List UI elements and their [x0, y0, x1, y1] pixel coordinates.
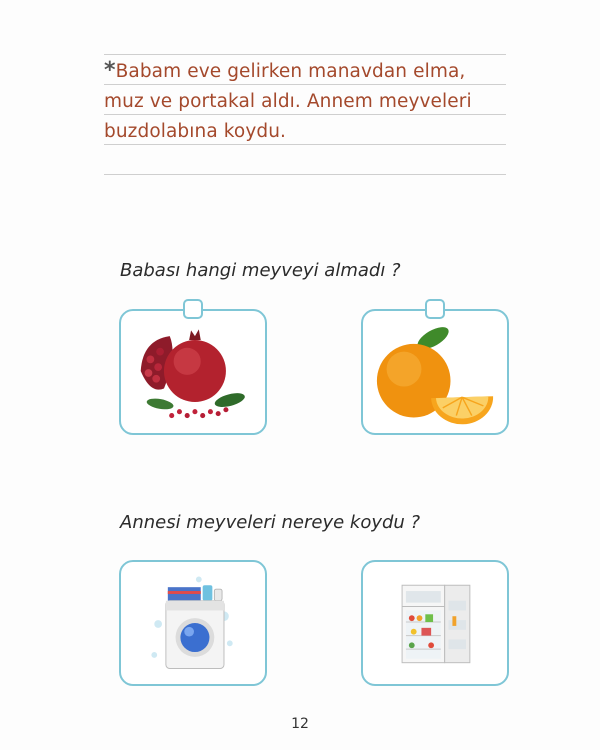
passage-line-3: buzdolabına koydu.	[104, 121, 287, 142]
option-card-orange[interactable]	[361, 309, 509, 435]
option-card-washing-machine[interactable]	[119, 560, 267, 686]
question-2: Annesi meyveleri nereye koydu ?	[120, 512, 421, 533]
option-card-refrigerator[interactable]	[361, 560, 509, 686]
page-number: 12	[291, 716, 309, 732]
pomegranate-icon	[121, 311, 265, 433]
washing-machine-icon	[121, 562, 265, 684]
orange-icon	[363, 311, 507, 433]
question-1: Babası hangi meyveyi almadı ?	[120, 260, 401, 281]
passage-line-2: muz ve portakal aldı. Annem meyveleri	[104, 91, 472, 112]
asterisk-marker: *	[104, 58, 116, 83]
passage-line-1-text: Babam eve gelirken manavdan elma,	[115, 61, 466, 82]
option-card-pomegranate[interactable]	[119, 309, 267, 435]
passage-line-1	[104, 56, 514, 87]
reading-passage	[104, 56, 514, 147]
ruled-line	[104, 54, 506, 55]
ruled-line	[104, 174, 506, 175]
refrigerator-icon	[363, 562, 507, 684]
